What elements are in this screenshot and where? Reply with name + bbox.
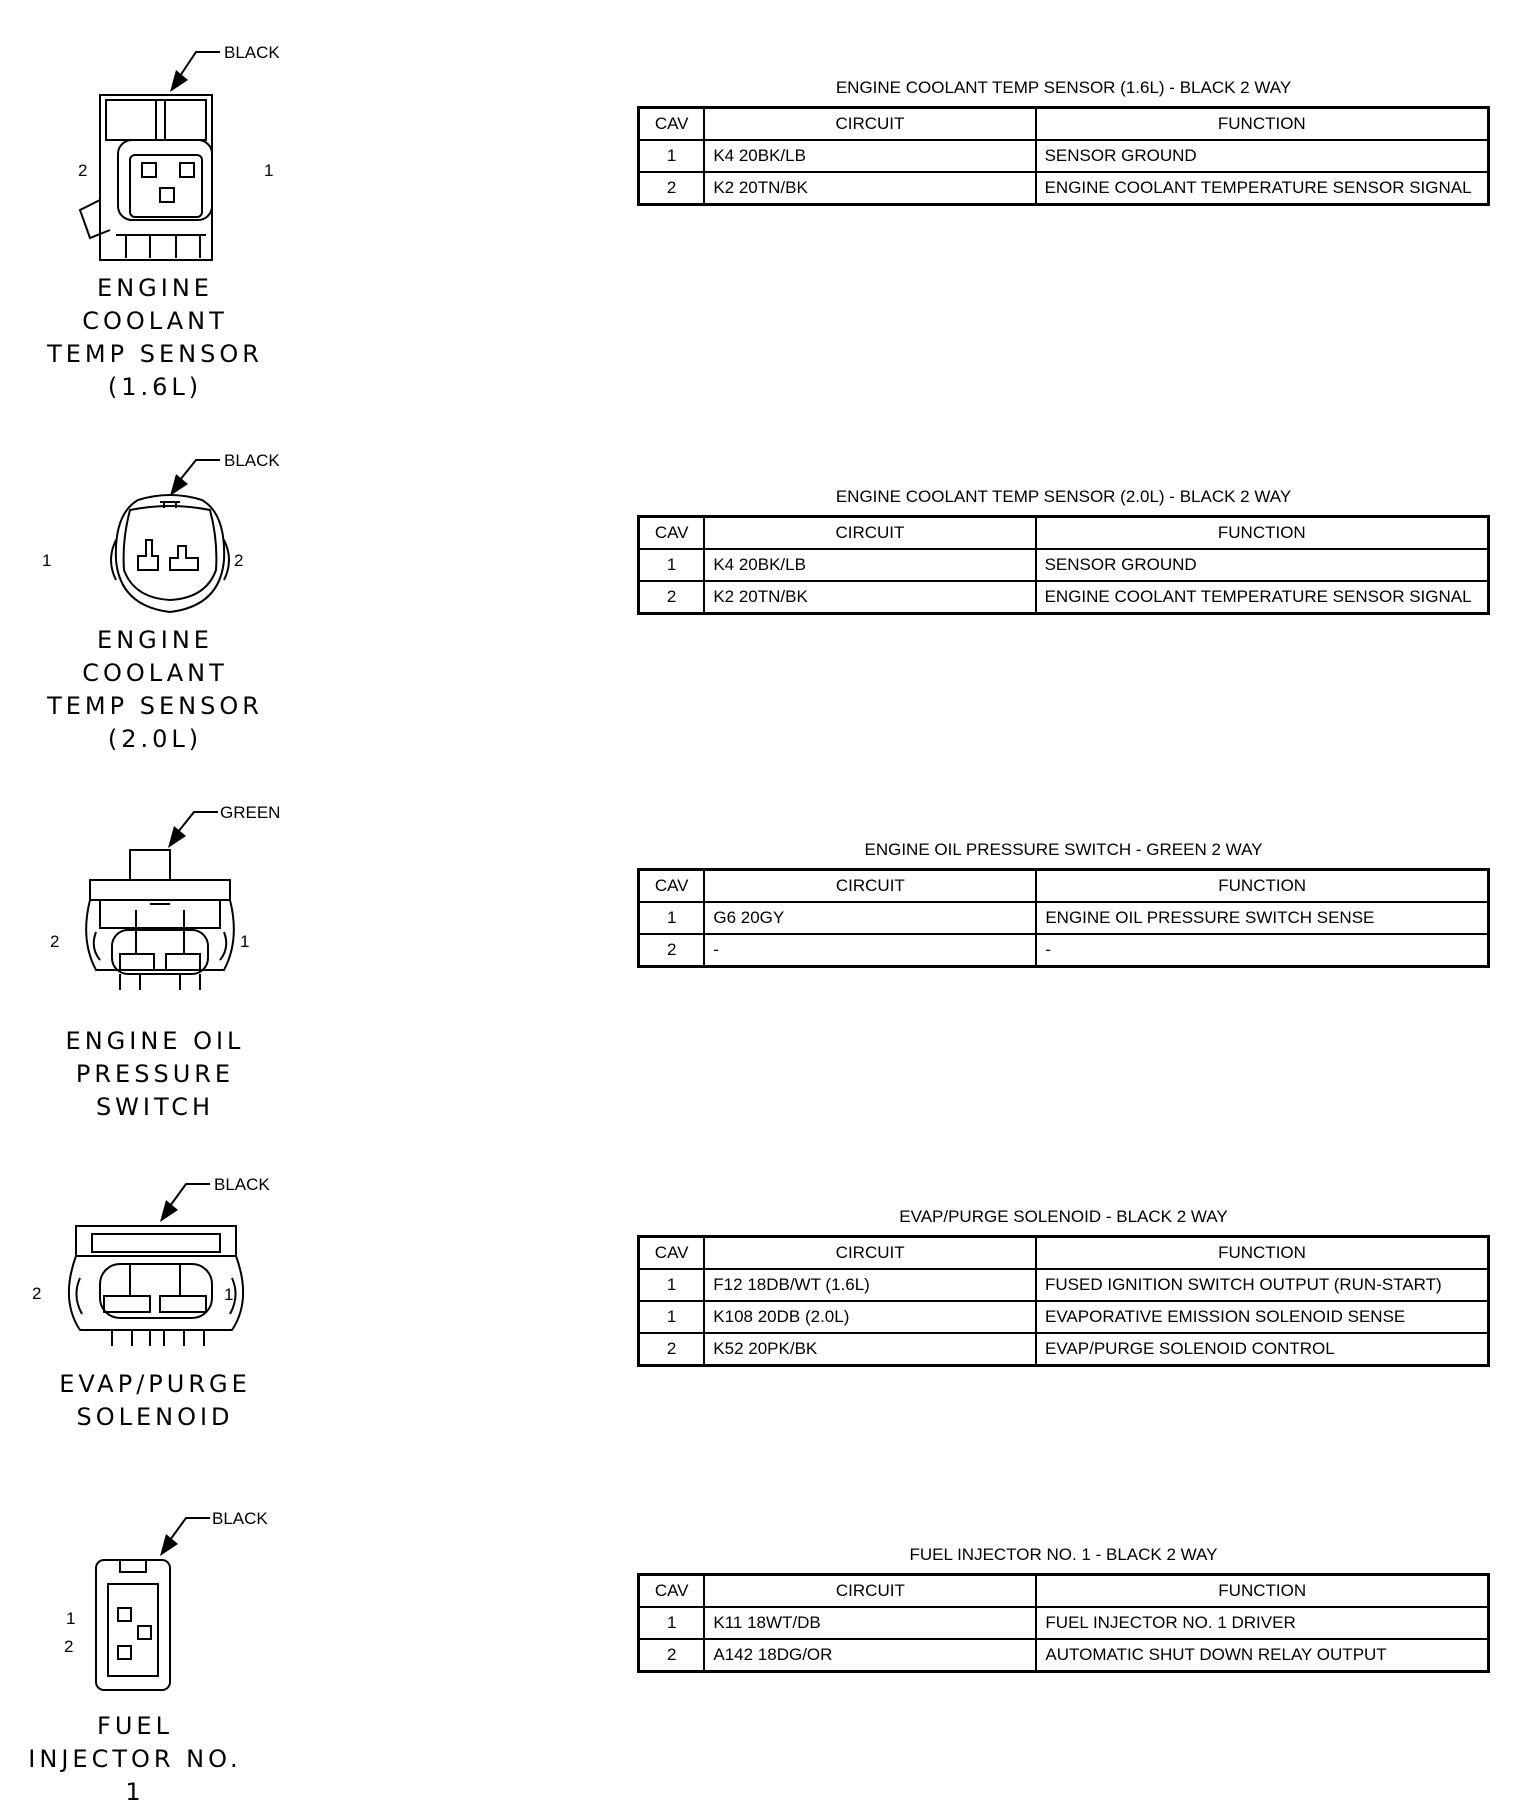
header-function: FUNCTION — [1036, 1237, 1488, 1270]
table-title: ENGINE COOLANT TEMP SENSOR (1.6L) - BLACK 2 WAY — [835, 78, 1292, 97]
header-circuit: CIRCUIT — [704, 1237, 1036, 1270]
pin-label-top: 1 — [66, 1609, 76, 1628]
header-cav: CAV — [639, 1575, 705, 1608]
cell-circuit: K2 20TN/BK — [704, 581, 1035, 614]
table-title: EVAP/PURGE SOLENOID - BLACK 2 WAY — [899, 1207, 1228, 1226]
cell-cav: 2 — [639, 1333, 705, 1366]
pin-label-left: 1 — [42, 551, 52, 570]
cell-cav: 2 — [639, 934, 705, 967]
pin-label-right: 1 — [224, 1285, 234, 1304]
table-header-row — [639, 1575, 1489, 1608]
cell-cav: 2 — [639, 172, 705, 205]
connector-name: EVAP/PURGE SOLENOID — [59, 1370, 251, 1431]
cell-cav: 1 — [639, 1269, 705, 1301]
connector-drawing — [20, 410, 300, 753]
cell-cav: 2 — [639, 581, 705, 614]
color-label: BLACK — [224, 43, 280, 62]
connector-drawing — [20, 790, 300, 1121]
header-function: FUNCTION — [1036, 517, 1489, 550]
table-row — [639, 1269, 1489, 1301]
header-circuit: CIRCUIT — [704, 517, 1035, 550]
header-circuit: CIRCUIT — [704, 1575, 1036, 1608]
header-cav: CAV — [639, 517, 705, 550]
connector-evap-purge-illustration — [20, 1160, 300, 1360]
cell-function: AUTOMATIC SHUT DOWN RELAY OUTPUT — [1036, 1639, 1488, 1672]
connector-drawing — [20, 1500, 300, 1806]
connector-oil-pressure-illustration — [20, 790, 300, 1010]
pin-label-left: 2 — [78, 161, 88, 180]
pointer-arrow-icon — [160, 1200, 178, 1222]
pin-label-right: 2 — [234, 551, 244, 570]
color-label: BLACK — [214, 1175, 270, 1194]
connector-ect-1-6-illustration — [20, 0, 300, 270]
cell-circuit: K11 18WT/DB — [704, 1607, 1036, 1639]
cell-cav: 1 — [639, 140, 705, 172]
cell-function: EVAP/PURGE SOLENOID CONTROL — [1036, 1333, 1488, 1366]
cell-circuit: - — [704, 934, 1036, 967]
header-cav: CAV — [639, 1237, 705, 1270]
table-header-row — [639, 1237, 1489, 1270]
connector-fuel-injector-illustration — [20, 1500, 300, 1700]
header-function: FUNCTION — [1036, 1575, 1488, 1608]
table-title: FUEL INJECTOR NO. 1 - BLACK 2 WAY — [909, 1545, 1218, 1564]
cell-function: ENGINE COOLANT TEMPERATURE SENSOR SIGNAL — [1036, 581, 1489, 614]
table-row — [639, 140, 1489, 172]
connector-name: FUEL INJECTOR NO. 1 — [28, 1712, 242, 1806]
table-row — [639, 549, 1489, 581]
pinout-table — [637, 1235, 1490, 1367]
cell-cav: 1 — [639, 902, 705, 934]
cell-function: ENGINE OIL PRESSURE SWITCH SENSE — [1036, 902, 1488, 934]
pointer-arrow-icon — [170, 70, 188, 92]
cell-circuit: K108 20DB (2.0L) — [704, 1301, 1036, 1333]
cell-function: - — [1036, 934, 1488, 967]
header-cav: CAV — [639, 870, 705, 903]
table-row — [639, 1607, 1489, 1639]
cell-cav: 1 — [639, 549, 705, 581]
cell-circuit: K2 20TN/BK — [704, 172, 1035, 205]
header-function: FUNCTION — [1036, 108, 1489, 141]
cell-circuit: F12 18DB/WT (1.6L) — [704, 1269, 1036, 1301]
connector-drawing — [20, 1160, 300, 1430]
connector-drawing — [20, 0, 300, 401]
pinout-table — [637, 1573, 1490, 1673]
table-header-row — [639, 517, 1489, 550]
color-label: BLACK — [224, 451, 280, 470]
pinout-table — [637, 106, 1490, 206]
cell-circuit: G6 20GY — [704, 902, 1036, 934]
connector-name: ENGINE OIL PRESSURE SWITCH — [65, 1027, 245, 1121]
cell-cav: 1 — [639, 1301, 705, 1333]
connector-ect-2-0-illustration — [20, 410, 300, 630]
cell-cav: 1 — [639, 1607, 705, 1639]
cell-function: SENSOR GROUND — [1036, 140, 1489, 172]
table-header-row — [639, 870, 1489, 903]
cell-circuit: K4 20BK/LB — [704, 549, 1035, 581]
header-circuit: CIRCUIT — [704, 870, 1036, 903]
connector-name: ENGINE COOLANT TEMP SENSOR (1.6L) — [47, 274, 263, 401]
pinout-table — [637, 868, 1490, 968]
pin-label-left: 2 — [32, 1284, 42, 1303]
cell-function: FUEL INJECTOR NO. 1 DRIVER — [1036, 1607, 1488, 1639]
header-function: FUNCTION — [1036, 870, 1488, 903]
table-row — [639, 172, 1489, 205]
pin-label-right: 1 — [264, 161, 274, 180]
pin-label-bottom: 2 — [64, 1637, 74, 1656]
pin-label-right: 1 — [240, 932, 250, 951]
header-circuit: CIRCUIT — [704, 108, 1035, 141]
pointer-arrow-icon — [168, 826, 186, 848]
cell-circuit: A142 18DG/OR — [704, 1639, 1036, 1672]
cell-circuit: K4 20BK/LB — [704, 140, 1035, 172]
table-row — [639, 902, 1489, 934]
table-title: ENGINE COOLANT TEMP SENSOR (2.0L) - BLACK 2 WAY — [835, 487, 1292, 506]
pointer-arrow-icon — [170, 474, 188, 496]
table-row — [639, 581, 1489, 614]
cell-function: EVAPORATIVE EMISSION SOLENOID SENSE — [1036, 1301, 1488, 1333]
pinout-table — [637, 515, 1490, 615]
cell-function: SENSOR GROUND — [1036, 549, 1489, 581]
pointer-arrow-icon — [160, 1534, 178, 1556]
table-row — [639, 934, 1489, 967]
header-cav: CAV — [639, 108, 705, 141]
table-title: ENGINE OIL PRESSURE SWITCH - GREEN 2 WAY — [864, 840, 1263, 859]
pin-label-left: 2 — [50, 932, 60, 951]
table-row — [639, 1301, 1489, 1333]
cell-cav: 2 — [639, 1639, 705, 1672]
color-label: GREEN — [220, 803, 281, 822]
connector-name: ENGINE COOLANT TEMP SENSOR (2.0L) — [47, 626, 263, 753]
table-row — [639, 1639, 1489, 1672]
cell-circuit: K52 20PK/BK — [704, 1333, 1036, 1366]
cell-function: ENGINE COOLANT TEMPERATURE SENSOR SIGNAL — [1036, 172, 1489, 205]
table-row — [639, 1333, 1489, 1366]
color-label: BLACK — [212, 1509, 268, 1528]
table-header-row — [639, 108, 1489, 141]
cell-function: FUSED IGNITION SWITCH OUTPUT (RUN-START) — [1036, 1269, 1488, 1301]
